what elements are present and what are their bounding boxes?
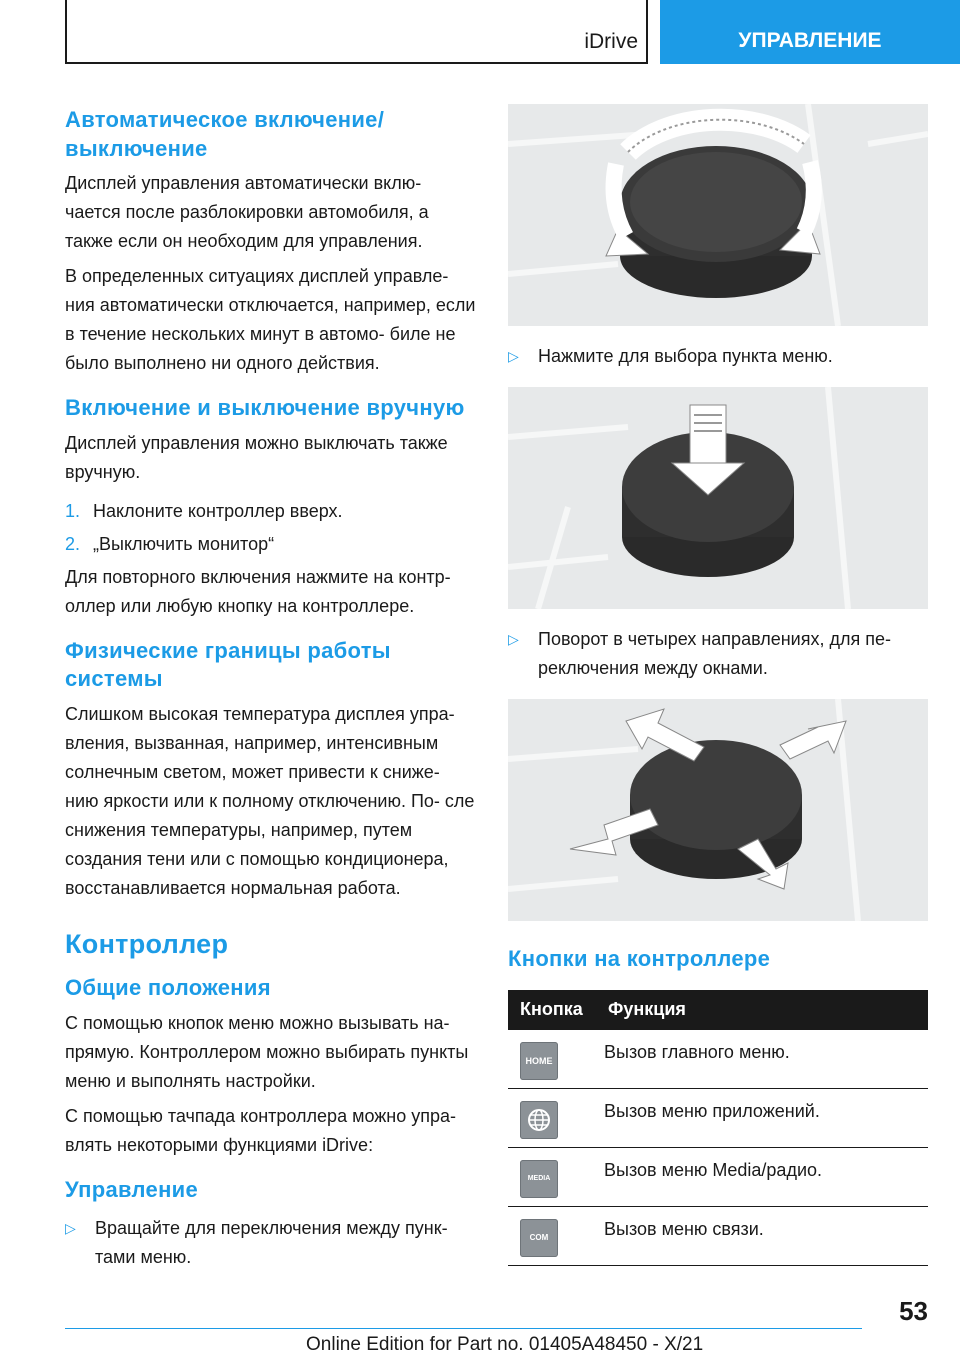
row-function: Вызов меню приложений.: [604, 1088, 928, 1147]
control-bullet: [65, 1214, 477, 1272]
controller-buttons-heading: Кнопки на контроллере: [508, 946, 771, 971]
com-button-icon: COM: [520, 1219, 558, 1257]
triangle-bullet-icon: ▷: [65, 1220, 76, 1237]
triangle-bullet-icon: ▷: [508, 631, 519, 647]
four-way-caption-text: Поворот в четырех направлениях, для пе- реключения между окнами.: [538, 629, 891, 678]
row-function: Вызов меню связи.: [604, 1206, 928, 1265]
media-button-icon: MEDIA: [520, 1160, 558, 1198]
control-bullet-text: Вращайте для переключения между пунк- тами меню.: [95, 1218, 448, 1268]
step-number: 2.: [65, 533, 81, 554]
step-item: [65, 497, 477, 526]
auto-paragraph-2: В определенных ситуациях дисплей управле- ния автоматически отключается, например, если в течение нескольких минут в автомо- биле не было выполнено ни одного действия.: [65, 266, 476, 374]
row-function: Вызов меню Media/радио.: [604, 1147, 928, 1206]
controller-rotate-photo: [508, 104, 928, 326]
step-text: „Выключить монитор“: [93, 533, 275, 554]
press-caption: [508, 342, 928, 371]
page-number: 53: [899, 1296, 928, 1326]
controller-press-photo: [508, 387, 928, 609]
controller-heading: Контроллер: [65, 928, 229, 959]
left-column: [65, 106, 477, 1272]
manual-onoff-heading: Включение и выключение вручную: [65, 395, 465, 421]
physical-limits-paragraph: Слишком высокая температура дисплея упра- вления, вызванная, например, интенсивным солнечным светом, может привести к сниже- нию яркости или к полному отключению. По- сле снижения температуры, например, путем создания тени или с помощью кондиционера, восстанавливается нормальная работа.: [65, 703, 475, 898]
control-heading: Управление: [65, 1176, 199, 1202]
function-column-header: Функция: [604, 990, 928, 1030]
footer-edition: Online Edition for Part no. 01405A48450 - X/21: [306, 1334, 704, 1355]
header-section: iDrive: [584, 30, 638, 53]
step-text: Наклоните контроллер вверх.: [93, 500, 343, 521]
table-row: [508, 1088, 928, 1147]
apps-globe-icon: [520, 1101, 558, 1139]
press-caption-text: Нажмите для выбора пункта меню.: [538, 346, 833, 366]
triangle-bullet-icon: ▷: [508, 348, 519, 364]
step-number: 1.: [65, 500, 81, 521]
header-chapter-tab: УПРАВЛЕНИЕ: [660, 0, 960, 64]
manual-paragraph-1: Дисплей управления можно выключать также вручную.: [65, 432, 448, 482]
table-header-row: [508, 990, 928, 1030]
footer-divider: [65, 1328, 862, 1329]
auto-onoff-heading: Автоматическое включение/ выключение: [65, 107, 385, 161]
home-button-icon: HOME: [520, 1042, 558, 1080]
row-function: Вызов главного меню.: [604, 1030, 928, 1089]
table-row: [508, 1030, 928, 1089]
right-column: [508, 104, 928, 1266]
table-row: [508, 1206, 928, 1265]
general-heading: Общие положения: [65, 975, 271, 1001]
header-frame: [65, 0, 648, 64]
step-item: [65, 530, 477, 559]
manual-paragraph-2: Для повторного включения нажмите на контр- оллер или любую кнопку на контроллере.: [65, 566, 451, 616]
controller-tilt-photo: [508, 699, 928, 921]
general-paragraph-1: С помощью кнопок меню можно вызывать на- прямую. Контроллером можно выбирать пункты меню и выполнять настройки.: [65, 1012, 469, 1091]
table-row: [508, 1147, 928, 1206]
physical-limits-heading: Физические границы работы системы: [65, 637, 391, 692]
button-column-header: Кнопка: [508, 990, 604, 1030]
general-paragraph-2: С помощью тачпада контроллера можно упра- влять некоторыми функциями iDrive:: [65, 1105, 457, 1155]
auto-paragraph-1: Дисплей управления автоматически вклю- чается после разблокировки автомобиля, а также если он необходим для управления.: [65, 173, 429, 252]
four-way-caption: [508, 625, 928, 683]
controller-buttons-table: [508, 990, 928, 1266]
